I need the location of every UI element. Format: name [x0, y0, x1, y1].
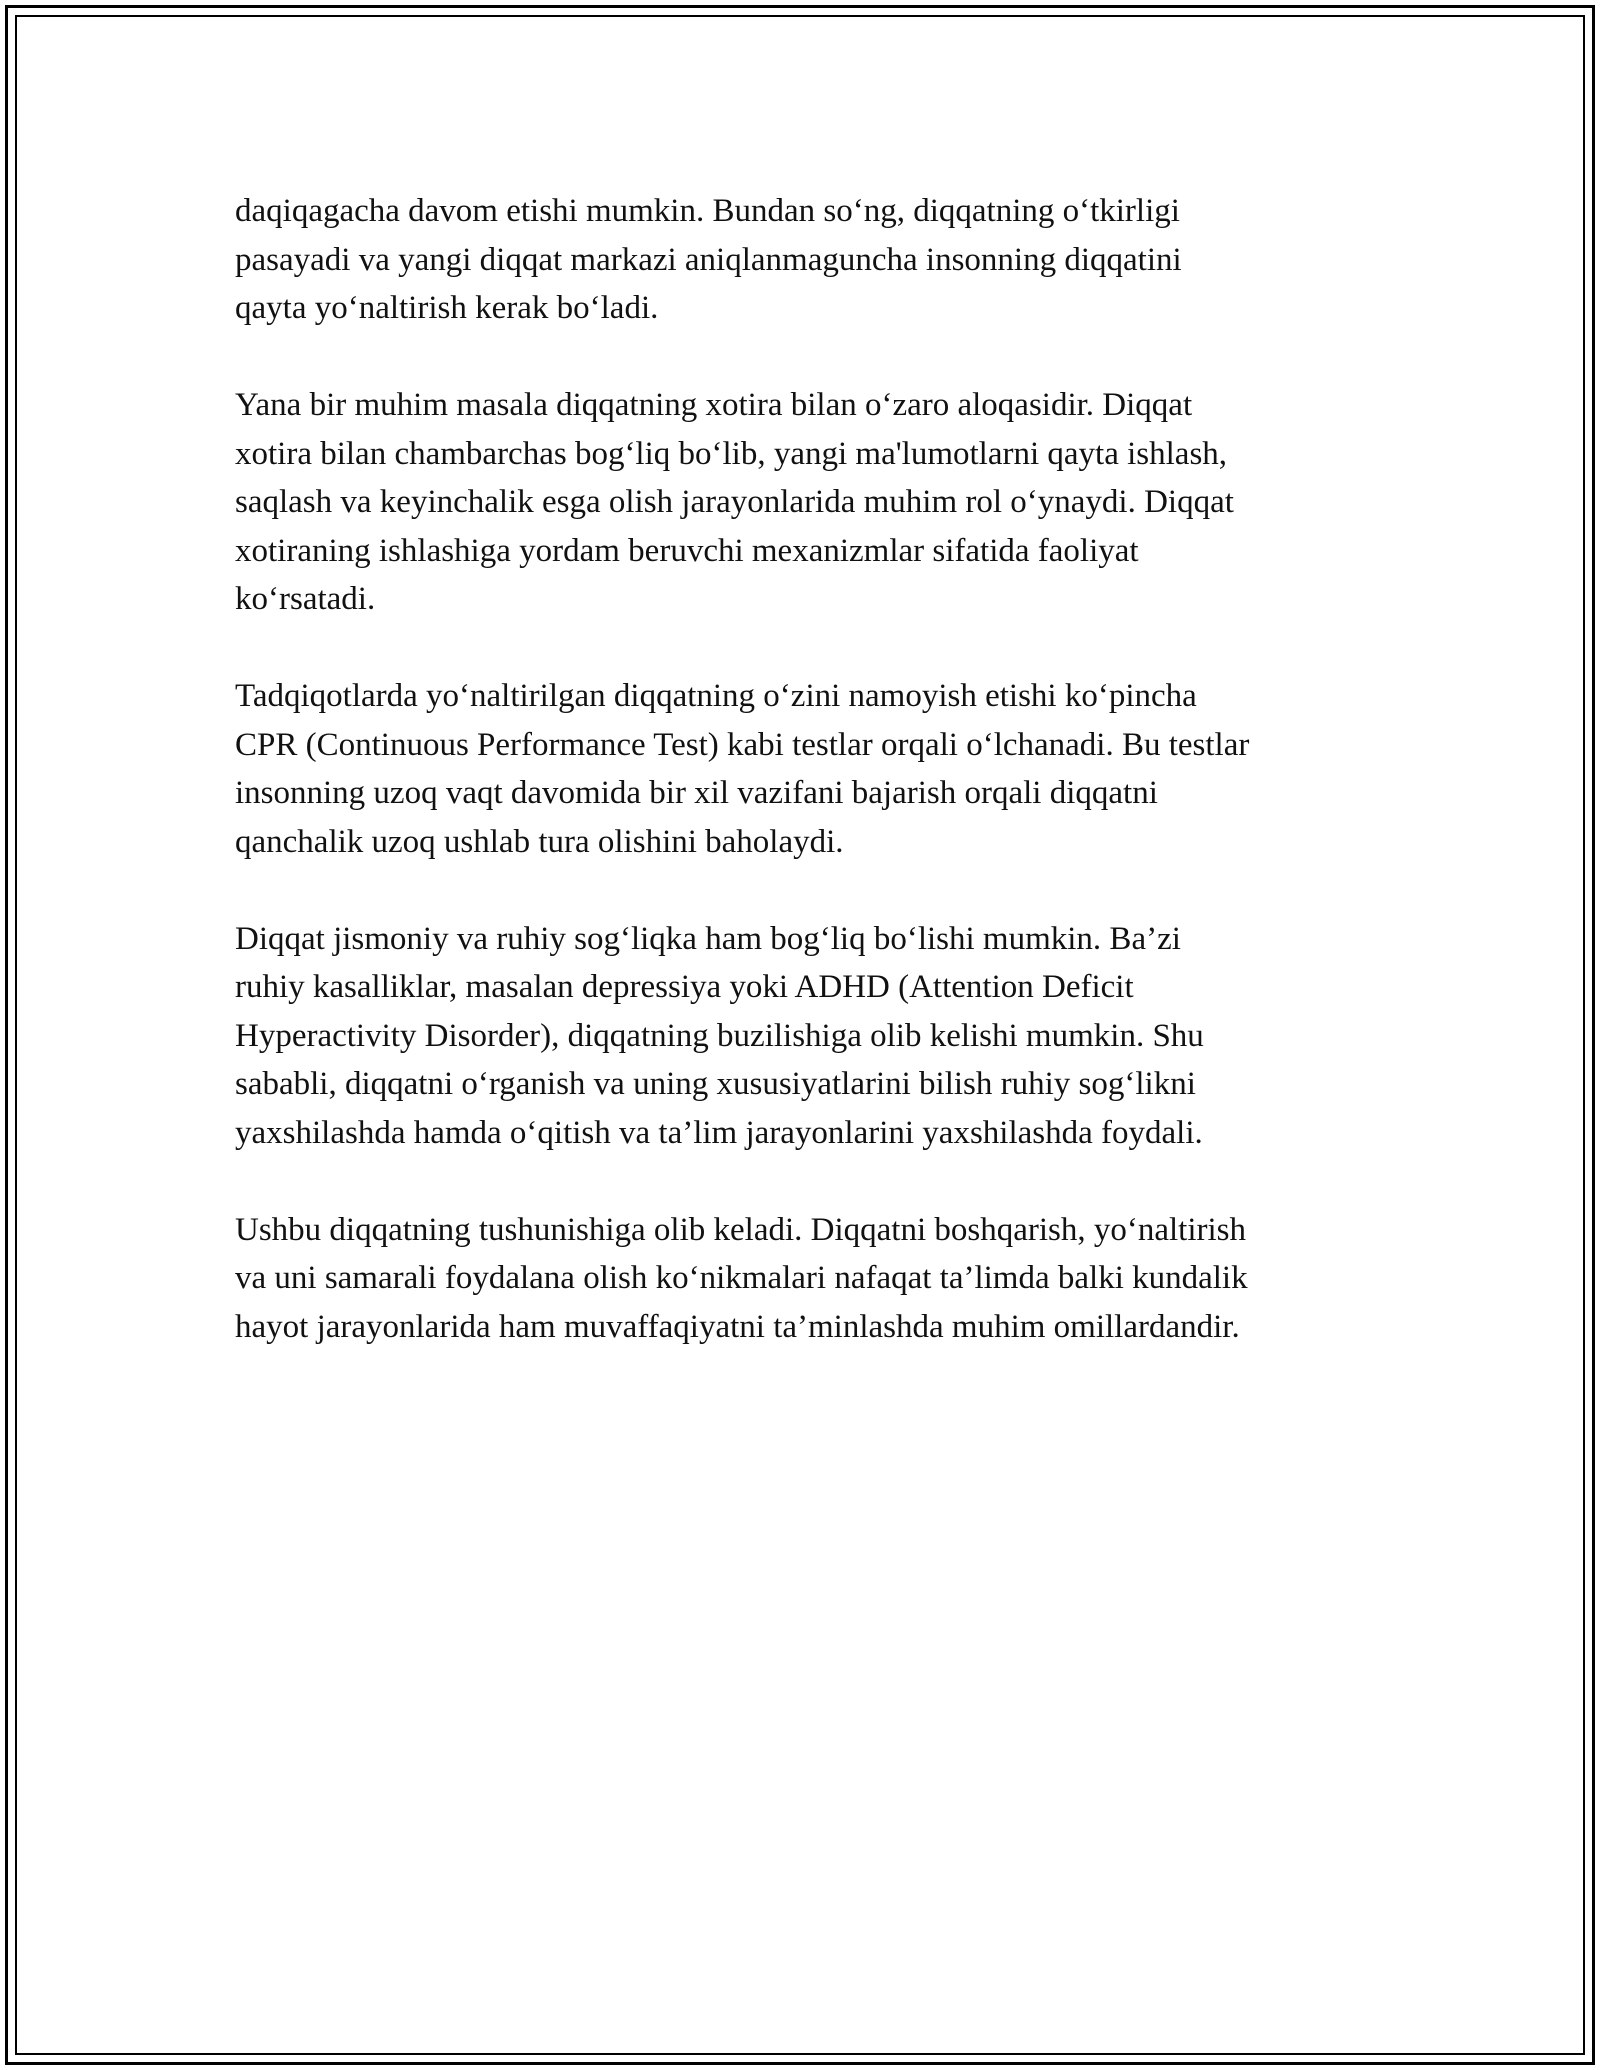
text-line: yaxshilashda hamda o‘qitish va ta’lim jarayonlarini yaxshilashda foydali.: [235, 1114, 1203, 1151]
text-line: Diqqat jismoniy va ruhiy sog‘liqka ham bog‘liq bo‘lishi mumkin. Ba’zi: [235, 920, 1181, 957]
text-line: pasayadi va yangi diqqat markazi aniqlanmaguncha insonning diqqatini: [235, 241, 1182, 278]
text-line: ko‘rsatadi.: [235, 581, 376, 617]
text-line: hayot jarayonlarida ham muvaffaqiyatni ta’minlashda muhim omillardandir.: [235, 1308, 1240, 1345]
text-line: sababli, diqqatni o‘rganish va uning xususiyatlarini bilish ruhiy sog‘likni: [235, 1066, 1196, 1102]
paragraph-4: [235, 915, 1375, 1158]
text-line: qayta yo‘naltirish kerak bo‘ladi.: [235, 290, 659, 326]
text-line: saqlash va keyinchalik esga olish jarayonlarida muhim rol o‘ynaydi. Diqqat: [235, 484, 1234, 520]
paragraph-3: [235, 672, 1375, 866]
text-line: Yana bir muhim masala diqqatning xotira bilan o‘zaro aloqasidir. Diqqat: [235, 387, 1193, 423]
text-line: qanchalik uzoq ushlab tura olishini baholaydi.: [235, 823, 844, 860]
text-line: CPR (Continuous Performance Test) kabi testlar orqali o‘lchanadi. Bu testlar: [235, 726, 1250, 763]
paragraph-1: [235, 187, 1375, 333]
text-line: Tadqiqotlarda yo‘naltirilgan diqqatning o‘zini namoyish etishi ko‘pincha: [235, 678, 1197, 714]
text-line: va uni samarali foydalana olish ko‘nikmalari nafaqat ta’limda balki kundalik: [235, 1260, 1248, 1296]
text-line: xotira bilan chambarchas bog‘liq bo‘lib, yangi ma'lumotlarni qayta ishlash,: [235, 435, 1228, 472]
text-line: xotiraning ishlashiga yordam beruvchi mexanizmlar sifatida faoliyat: [235, 532, 1139, 569]
text-line: ruhiy kasalliklar, masalan depressiya yoki ADHD (Attention Deficit: [235, 969, 1134, 1005]
text-line: daqiqagacha davom etishi mumkin. Bundan so‘ng, diqqatning o‘tkirligi: [235, 193, 1180, 229]
document-body: [235, 187, 1375, 1400]
text-line: insonning uzoq vaqt davomida bir xil vazifani bajarish orqali diqqatni: [235, 775, 1158, 811]
text-line: Hyperactivity Disorder), diqqatning buzilishiga olib kelishi mumkin. Shu: [235, 1017, 1204, 1054]
paragraph-2: [235, 381, 1375, 624]
text-line: Ushbu diqqatning tushunishiga olib keladi. Diqqatni boshqarish, yo‘naltirish: [235, 1211, 1246, 1248]
paragraph-5: [235, 1206, 1375, 1352]
